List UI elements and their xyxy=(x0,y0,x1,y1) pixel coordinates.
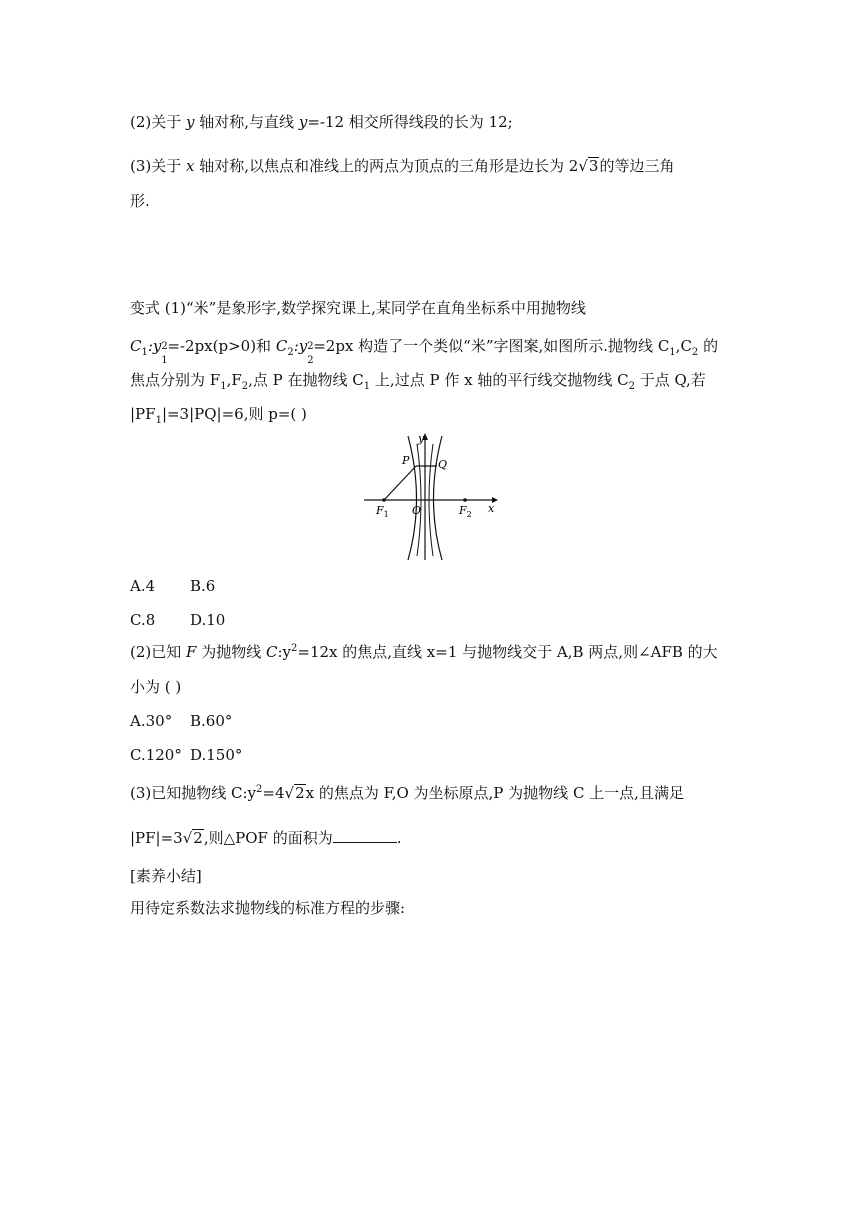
parabola-c2 xyxy=(434,436,443,560)
question-3-line-1: (3)已知抛物线 $C:y^2=4√2x$ 的焦点为 F,O 为坐标原点,P 为抛物线 C 上一点,且满足 xyxy=(130,784,684,802)
point-f2 xyxy=(463,498,467,502)
label-f1: $F_1$ xyxy=(376,504,389,519)
variant-line-1: 变式 (1)“米”是象形字,数学探究课上,某同学在直角坐标系中用抛物线 xyxy=(130,299,586,317)
label-y: y xyxy=(418,432,425,445)
prev-item-3: (3)关于 x 轴对称,以焦点和准线上的两点为顶点的三角形是边长为 2√3的等边三角 xyxy=(130,157,675,175)
options-row-cd-1: C.8 D.10 xyxy=(130,611,226,629)
segment-f1-p xyxy=(384,466,416,500)
label-q: Q xyxy=(438,458,448,471)
variant-line-3: 焦点分别为 $F_1,F_2$,点 P 在抛物线 $C_1$ 上,过点 P 作 x 轴的平行线交抛物线 $C_2$ 于点 Q,若 xyxy=(130,371,706,392)
parabola-figure xyxy=(362,432,502,564)
answer-blank[interactable] xyxy=(333,828,397,843)
point-f1 xyxy=(382,498,386,502)
sqrt-symbol: √ xyxy=(578,157,588,175)
label-o: O xyxy=(412,504,422,517)
options-row-ab-1: A.4 B.6 xyxy=(130,577,216,595)
summary-title: [素养小结] xyxy=(130,867,202,885)
prev-item-3-cont: 形. xyxy=(130,192,150,210)
question-3-line-2: |PF|=3√2,则△POF 的面积为 . xyxy=(130,829,402,847)
variant-line-4: $|PF_1|=3|PQ|=6$,则 p=( ) xyxy=(130,405,307,426)
summary-text: 用待定系数法求抛物线的标准方程的步骤: xyxy=(130,899,406,917)
sqrt-symbol: √ xyxy=(284,784,295,802)
options-row-cd-2: C.120° D.150° xyxy=(130,746,243,764)
variant-line-2: $C_1:y$ 2 1 =-2px(p>0)和 $C_2:y$ 2 2 =2px 构造了一个类似“米”字图案,如图所示.抛物线 $C_1,C_2$ 的 xyxy=(130,337,719,366)
prev-item-2: (2)关于 y 轴对称,与直线 y=-12 相交所得线段的长为 12; xyxy=(130,113,513,131)
options-row-ab-2: A.30° B.60° xyxy=(130,712,233,730)
label-x: x xyxy=(488,502,495,515)
sqrt-symbol: √ xyxy=(182,829,193,847)
label-p: P xyxy=(402,454,410,467)
label-f2: $F_2$ xyxy=(459,504,472,519)
question-2-line-2: 小为 ( ) xyxy=(130,678,182,696)
question-2-line-1: (2)已知 F 为抛物线 $C:y^2=12x$ 的焦点,直线 x=1 与抛物线交于 A,B 两点,则∠AFB 的大 xyxy=(130,643,718,661)
